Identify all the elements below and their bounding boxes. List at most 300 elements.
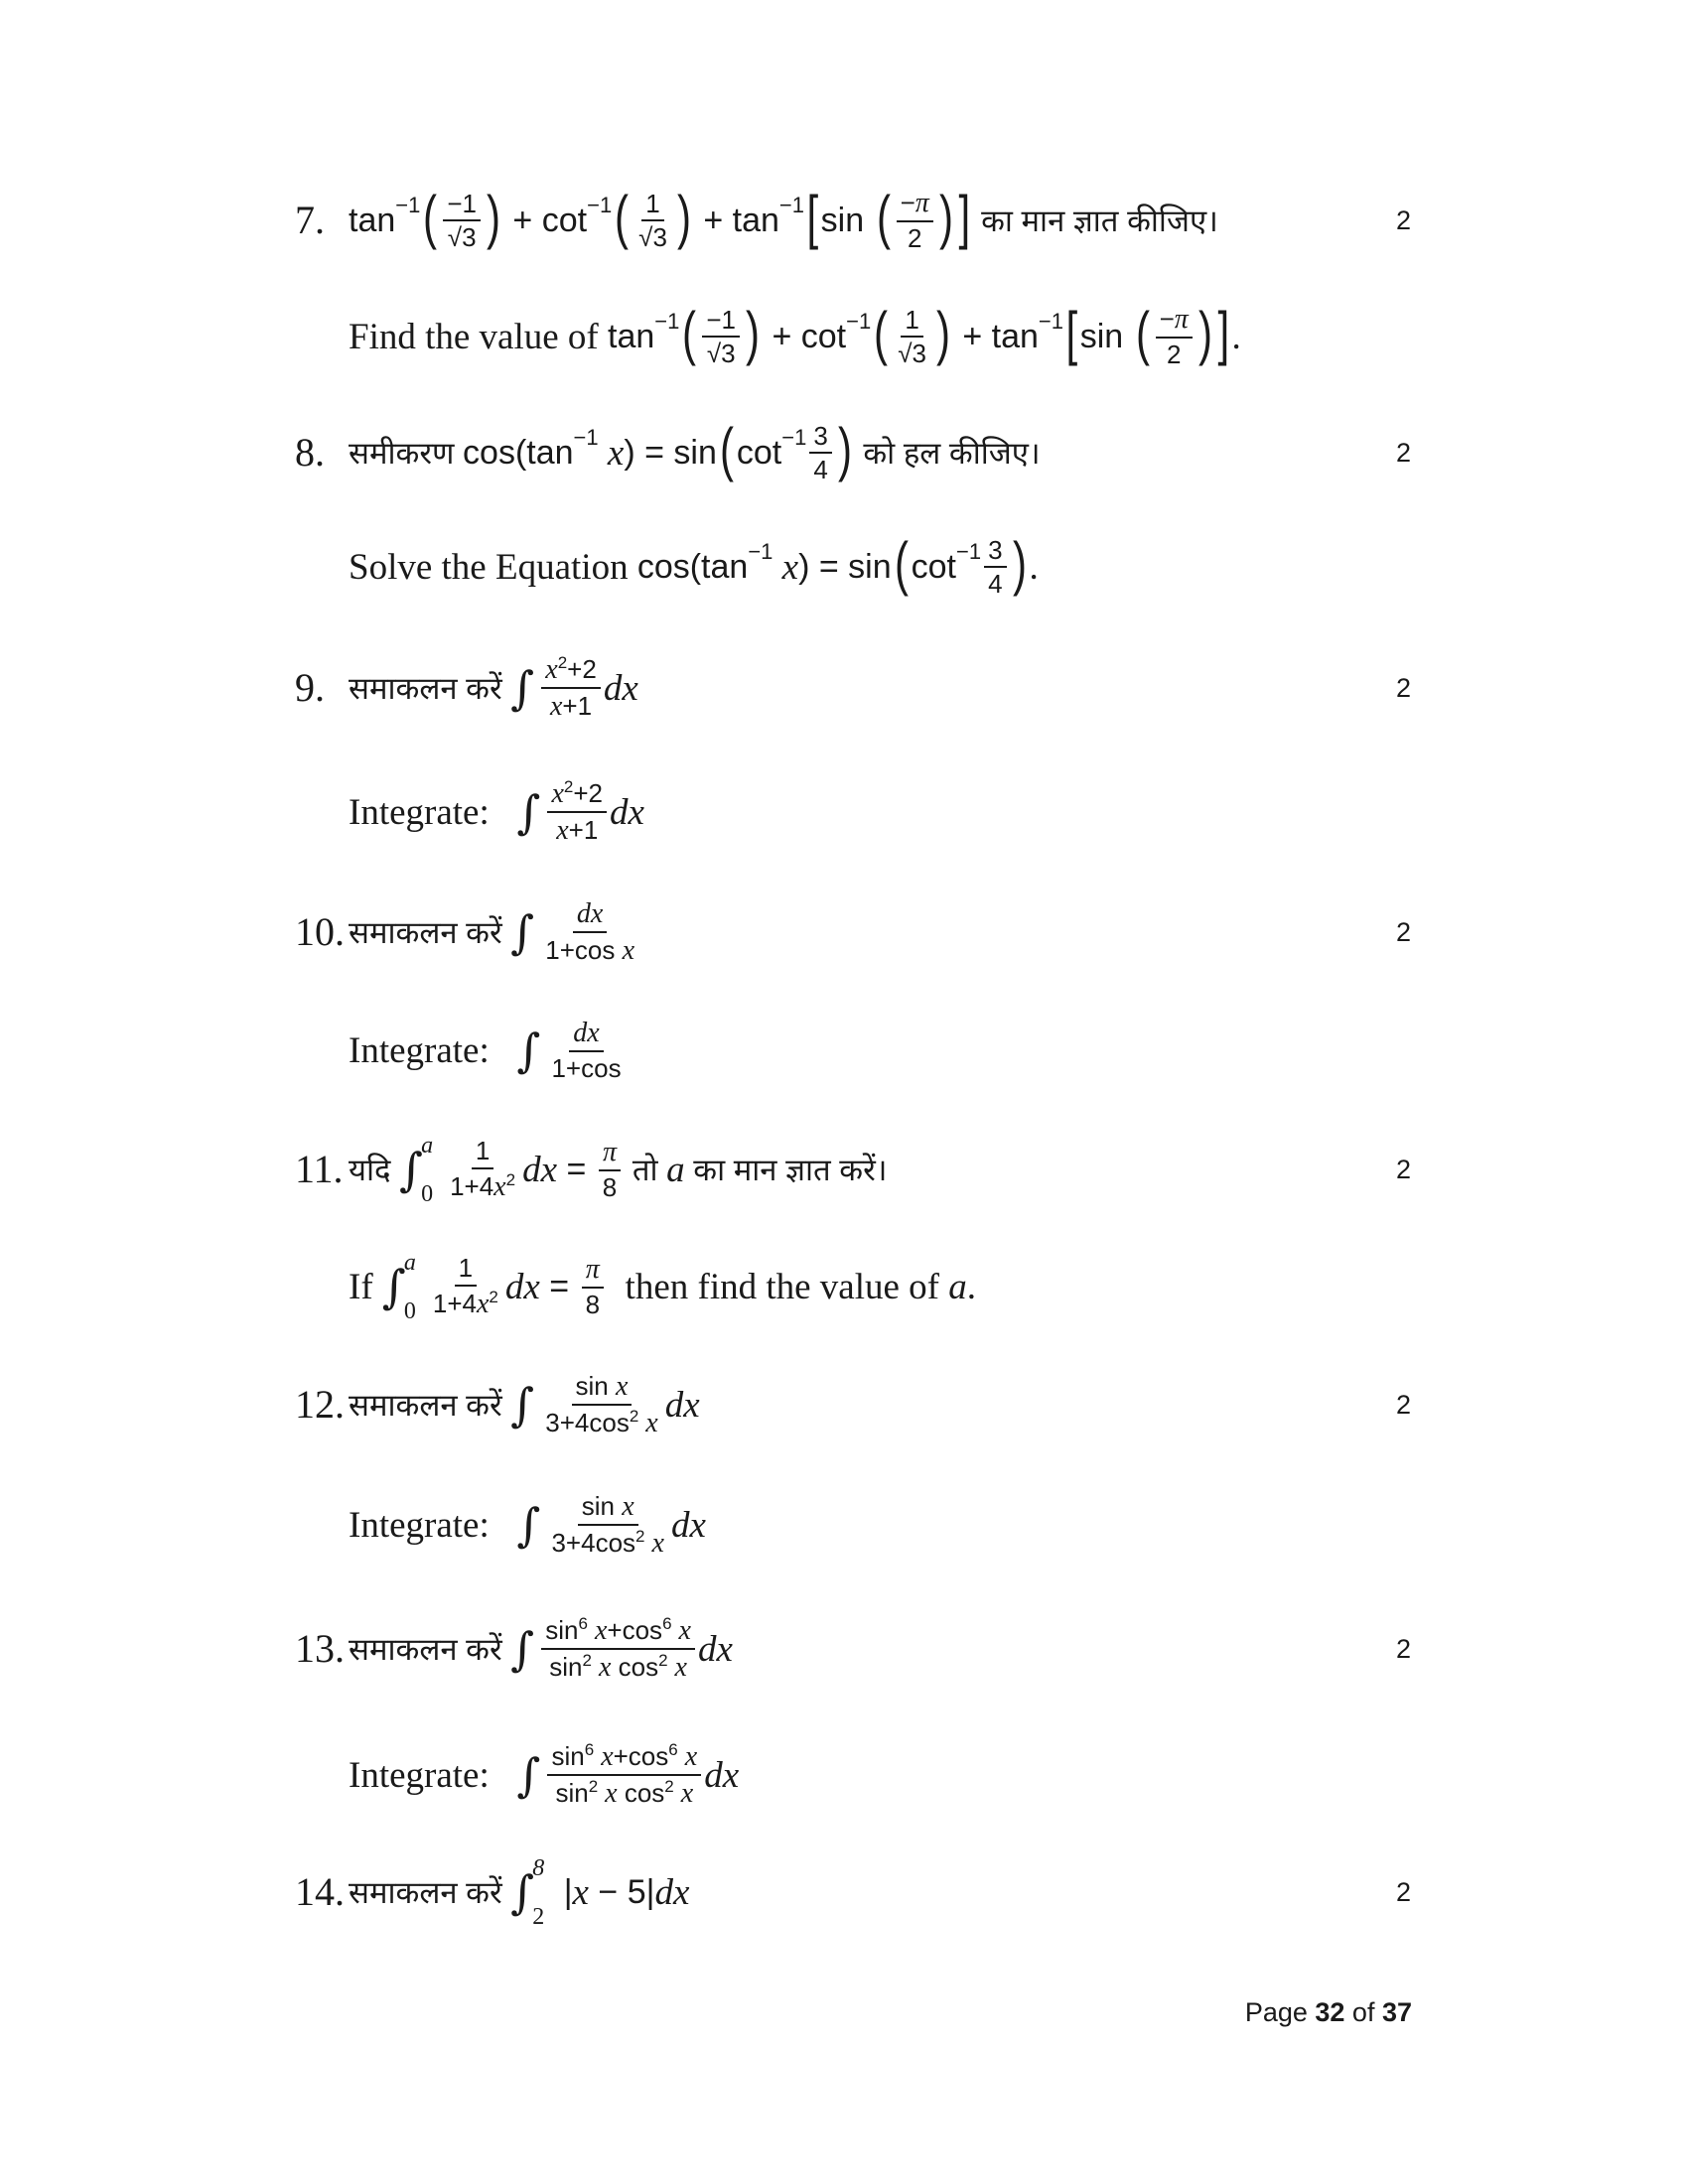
fraction (599, 1135, 621, 1204)
superscript: 2 (563, 777, 574, 796)
math-text: cos (611, 1652, 659, 1682)
question-number: 11. (295, 1147, 344, 1191)
math-text: cot (736, 433, 782, 472)
math-text: sin (545, 1615, 579, 1645)
math-text: 1+cos (551, 1053, 622, 1084)
english-text: Integrate: (349, 791, 517, 833)
delimiter: ) (1012, 530, 1027, 597)
fraction (894, 304, 930, 370)
english-text: If (349, 1266, 382, 1307)
numerator (1156, 302, 1193, 339)
english-text: . (1231, 316, 1241, 357)
denominator (904, 222, 925, 255)
superscript: −1 (573, 425, 599, 450)
denominator (894, 338, 930, 370)
question-number: 12. (295, 1382, 345, 1427)
question-text-english (349, 1730, 739, 1820)
superscript: 6 (662, 1614, 672, 1633)
math-text: 1+cos (545, 935, 623, 965)
integral-sign: ∫ (381, 1260, 406, 1313)
math-text: +2 (567, 654, 597, 684)
denominator (984, 568, 1006, 601)
question-13-english (0, 1730, 1688, 1820)
english-text: Solve the Equation (349, 546, 637, 588)
math-text: 3+4cos (551, 1528, 636, 1558)
delimiter: ( (719, 416, 734, 482)
integral (517, 1498, 541, 1552)
math-text: + cot (763, 317, 847, 355)
question-13 (0, 1604, 1688, 1694)
math-variable: dx (522, 1149, 558, 1190)
math-variable: x (622, 935, 635, 966)
question-12-english (0, 1480, 1688, 1570)
math-text: tan (349, 201, 396, 239)
integral-sign: ∫ (510, 1622, 535, 1676)
fraction (702, 304, 740, 370)
lower-limit: 0 (403, 1298, 416, 1324)
question-marks: 2 (1396, 1634, 1412, 1664)
question-text-hindi (349, 887, 641, 977)
math-text: 4 (988, 569, 1003, 599)
superscript: 2 (582, 1651, 592, 1670)
hindi-text: यदि (349, 1153, 400, 1187)
delimiter: ( (1135, 300, 1150, 366)
numerator (599, 1135, 621, 1171)
math-text: + tan (952, 317, 1039, 355)
delimiter: [ (806, 184, 819, 250)
numerator (901, 304, 922, 339)
fraction (984, 534, 1006, 601)
hindi-text: समीकरण (349, 436, 464, 471)
math-text: 1 (475, 1136, 491, 1166)
question-text-hindi (349, 1847, 689, 1937)
question-marks: 2 (1396, 917, 1412, 947)
math-variable: x (556, 815, 569, 846)
question-text-hindi (349, 1125, 888, 1214)
hindi-text: को हल कीजिए। (854, 436, 1041, 471)
english-text: then find the value of (607, 1266, 949, 1307)
denominator (552, 813, 602, 848)
superscript: −1 (1038, 309, 1064, 334)
fraction (897, 186, 933, 255)
english-text: . (1029, 546, 1039, 588)
fraction (541, 1613, 695, 1685)
denominator (809, 454, 831, 486)
superscript: 2 (489, 1287, 498, 1306)
question-text-english (349, 767, 644, 857)
numerator (569, 1016, 603, 1052)
math-variable: x (549, 691, 563, 722)
integral (517, 785, 541, 839)
hindi-text: समाकलन करें (349, 1875, 511, 1910)
math-text: cos(tan (636, 547, 749, 586)
english-text: Integrate: (349, 1754, 517, 1796)
question-10 (0, 887, 1688, 977)
fraction (547, 1489, 667, 1561)
delimiter: ) (837, 416, 852, 482)
math-variable: dx (670, 1504, 706, 1546)
math-text: 1 (905, 304, 919, 335)
superscript: −1 (748, 539, 774, 564)
integral-sign: ∫ (516, 1024, 541, 1077)
math-variable: x (572, 1871, 589, 1913)
math-text: sin (581, 1491, 623, 1521)
math-variable: x (476, 1288, 490, 1319)
math-text: +2 (573, 778, 604, 808)
fraction (443, 188, 481, 254)
integral-sign: ∫ (510, 1865, 535, 1919)
math-text: √3 (638, 222, 667, 252)
superscript: 2 (664, 1777, 674, 1796)
denominator (429, 1287, 502, 1321)
superscript: −1 (654, 309, 680, 334)
denominator (541, 933, 638, 968)
math-variable: x (644, 1528, 664, 1559)
delimiter: ( (615, 184, 630, 250)
superscript: 2 (635, 1527, 645, 1546)
upper-limit: 8 (532, 1855, 545, 1881)
delimiter: ( (682, 300, 697, 366)
numerator (578, 1489, 638, 1526)
math-text: 1 (645, 188, 660, 218)
integral (399, 1133, 439, 1207)
math-text: 3 (988, 534, 1003, 565)
math-variable: x (598, 1778, 618, 1809)
upper-limit: a (421, 1133, 434, 1159)
denominator (547, 1526, 667, 1561)
denominator (446, 1169, 519, 1204)
math-text: −1 (706, 304, 737, 335)
denominator (551, 1776, 697, 1811)
question-text-english (349, 1480, 706, 1570)
question-marks: 2 (1396, 1390, 1412, 1420)
question-marks: 2 (1396, 1877, 1412, 1907)
numerator (809, 420, 831, 455)
question-10-english (0, 1006, 1688, 1095)
math-text: tan (608, 317, 655, 355)
superscript: 2 (505, 1169, 516, 1189)
denominator (582, 1289, 604, 1321)
math-variable: dx (576, 898, 604, 929)
question-number: 7. (295, 198, 325, 242)
integral-sign: ∫ (516, 1748, 541, 1802)
math-text: sin (1079, 317, 1133, 355)
numerator (984, 534, 1006, 569)
delimiter: ) (935, 300, 950, 366)
fraction (547, 1016, 625, 1085)
hindi-text: समाकलन करें (349, 1388, 511, 1423)
fraction (547, 1739, 701, 1811)
math-variable: π (585, 1254, 600, 1286)
integral-sign: ∫ (516, 785, 541, 839)
math-text: 2 (907, 223, 922, 254)
question-11 (0, 1125, 1688, 1214)
hindi-text: समाकलन करें (349, 671, 511, 706)
math-text: √3 (898, 339, 926, 368)
denominator (545, 1650, 691, 1685)
superscript: 2 (629, 1407, 639, 1426)
superscript: −1 (778, 193, 804, 217)
integral (510, 661, 534, 715)
math-variable: x (587, 1615, 608, 1646)
question-text-hindi (349, 643, 638, 733)
numerator (455, 1252, 477, 1287)
denominator (547, 1052, 625, 1085)
fraction (541, 1369, 661, 1440)
math-variable: dx (697, 1628, 733, 1670)
question-text-hindi (349, 408, 1041, 497)
denominator (546, 689, 596, 724)
question-9 (0, 643, 1688, 733)
question-number: 10. (295, 909, 345, 954)
superscript: −1 (781, 425, 807, 450)
superscript: 2 (658, 1651, 668, 1670)
current-page: 32 (1315, 1997, 1345, 2027)
math-variable: x (671, 1615, 691, 1646)
question-7-english (0, 292, 1688, 381)
math-text: sin (820, 201, 874, 239)
math-variable: x (616, 1371, 629, 1402)
fraction (547, 776, 607, 848)
math-variable: π (602, 1137, 618, 1168)
math-text: √3 (447, 222, 477, 252)
fraction (809, 420, 831, 486)
math-variable: dx (610, 791, 644, 833)
math-text: 2 (1166, 340, 1182, 370)
numerator (472, 1135, 493, 1169)
math-text: − (1159, 304, 1175, 335)
math-text: − (900, 188, 915, 218)
math-text: − 5| (588, 1872, 655, 1911)
superscript: −1 (956, 539, 982, 564)
hindi-text: का मान ज्ञात कीजिए। (972, 204, 1218, 238)
math-text: 8 (585, 1290, 601, 1320)
math-text: cos (617, 1778, 665, 1808)
math-variable: x (622, 1491, 634, 1522)
question-text-english (349, 1242, 976, 1331)
question-text-english (349, 292, 1241, 381)
superscript: −1 (395, 193, 421, 217)
denominator (1163, 339, 1185, 371)
math-text: | (554, 1872, 573, 1911)
math-text: 3+4cos (545, 1408, 630, 1437)
superscript: 2 (588, 1777, 599, 1796)
delimiter: ) (746, 300, 761, 366)
numerator (541, 1613, 695, 1650)
question-marks: 2 (1396, 205, 1412, 235)
integral (510, 1855, 550, 1930)
question-7 (0, 176, 1688, 265)
math-text: sin (555, 1778, 589, 1808)
question-text-english (349, 1006, 629, 1095)
math-variable: x (638, 1408, 658, 1438)
superscript: −1 (846, 309, 872, 334)
fraction (541, 652, 601, 724)
denominator (444, 221, 481, 254)
numerator (547, 1739, 701, 1776)
math-variable: x (667, 1652, 687, 1683)
delimiter: ( (423, 184, 438, 250)
math-text: −1 (447, 188, 477, 218)
superscript: 6 (584, 1740, 595, 1759)
math-variable: a (948, 1266, 967, 1307)
fraction (541, 896, 638, 968)
question-12 (0, 1360, 1688, 1449)
math-variable: x (773, 546, 799, 588)
question-number: 14. (295, 1869, 345, 1914)
question-number: 13. (295, 1626, 345, 1671)
delimiter: ) (676, 184, 691, 250)
math-text: 1+4 (432, 1288, 477, 1318)
integral (510, 1622, 534, 1676)
page-label: Page (1244, 1997, 1316, 2027)
english-text: Integrate: (349, 1029, 517, 1071)
math-variable: x (594, 1741, 614, 1772)
upper-limit: a (403, 1250, 416, 1276)
math-variable: π (1174, 304, 1189, 336)
math-variable: x (545, 654, 558, 685)
question-text-english (349, 522, 1039, 612)
math-variable: a (666, 1149, 685, 1190)
math-text: + cot (502, 201, 588, 239)
of-label: of (1344, 1997, 1382, 2027)
math-text: √3 (706, 339, 736, 368)
math-variable: x (673, 1778, 694, 1809)
fraction (429, 1252, 502, 1321)
question-text-hindi (349, 1604, 733, 1694)
math-text: +cos (613, 1741, 669, 1771)
delimiter: ( (874, 300, 889, 366)
math-text: 8 (602, 1172, 618, 1203)
integral (517, 1024, 541, 1077)
hindi-text: तो (624, 1153, 667, 1187)
denominator (703, 338, 740, 370)
math-text: sin (575, 1371, 616, 1401)
question-11-english (0, 1242, 1688, 1331)
question-marks: 2 (1396, 1155, 1412, 1184)
fraction (582, 1252, 604, 1321)
lower-limit: 2 (532, 1904, 545, 1930)
question-text-hindi (349, 1360, 700, 1449)
hindi-text: समाकलन करें (349, 1632, 511, 1667)
lower-limit: 0 (421, 1181, 434, 1207)
math-variable: x (677, 1741, 698, 1772)
numerator (582, 1252, 604, 1289)
denominator (634, 221, 671, 254)
math-variable: π (914, 188, 929, 219)
page-number (1245, 1997, 1412, 2028)
math-text: + tan (693, 201, 779, 239)
question-number: 8. (295, 430, 325, 475)
math-variable: dx (573, 1018, 600, 1049)
integral (381, 1250, 422, 1324)
integral-sign: ∫ (510, 905, 535, 959)
question-number: 9. (295, 665, 325, 710)
denominator (541, 1406, 661, 1440)
integral (510, 1378, 534, 1432)
question-marks: 2 (1396, 438, 1412, 468)
math-text: +cos (607, 1615, 663, 1645)
numerator (547, 776, 607, 813)
math-variable: dx (704, 1754, 740, 1796)
fraction (634, 188, 671, 254)
numerator (573, 896, 607, 933)
math-variable: x (591, 1652, 612, 1683)
question-8-english (0, 522, 1688, 612)
delimiter: ) (938, 184, 953, 250)
question-14 (0, 1847, 1688, 1937)
integral-sign: ∫ (399, 1143, 424, 1196)
integral-sign: ∫ (516, 1498, 541, 1552)
numerator (641, 188, 663, 222)
math-text: 3 (813, 420, 828, 451)
superscript: 2 (557, 653, 568, 672)
superscript: 6 (668, 1740, 678, 1759)
math-text: +1 (568, 815, 599, 845)
math-text: 1+4 (450, 1170, 494, 1201)
integral-sign: ∫ (510, 1378, 535, 1432)
math-text: 4 (813, 455, 828, 484)
math-text: sin (551, 1741, 585, 1771)
math-variable: x (493, 1170, 506, 1202)
delimiter: ) (486, 184, 500, 250)
numerator (572, 1369, 633, 1406)
math-text: cos(tan (463, 433, 574, 472)
denominator (599, 1171, 621, 1204)
superscript: −1 (587, 193, 613, 217)
math-text: ) = sin (798, 547, 892, 586)
delimiter: ) (1197, 300, 1212, 366)
question-text-hindi (349, 176, 1218, 265)
math-text: = (539, 1267, 579, 1305)
english-text: Integrate: (349, 1504, 517, 1546)
math-text: +1 (562, 691, 593, 721)
numerator (702, 304, 740, 339)
math-text: 1 (458, 1253, 474, 1284)
superscript: 6 (578, 1614, 588, 1633)
math-variable: dx (603, 667, 638, 709)
delimiter: ( (894, 530, 909, 597)
fraction (446, 1135, 519, 1204)
question-marks: 2 (1396, 673, 1412, 703)
numerator (541, 652, 601, 689)
integral-sign: ∫ (510, 661, 535, 715)
math-text: sin (549, 1652, 583, 1682)
delimiter: ] (1217, 300, 1229, 366)
fraction (1156, 302, 1193, 371)
integral (517, 1748, 541, 1802)
math-text: cot (911, 547, 956, 586)
english-text: . (966, 1266, 976, 1307)
math-text: ) = sin (624, 433, 717, 472)
hindi-text: समाकलन करें (349, 915, 511, 950)
math-text: = (557, 1150, 596, 1188)
hindi-text: का मान ज्ञात करें। (684, 1153, 888, 1187)
numerator (443, 188, 481, 222)
math-variable: dx (504, 1266, 540, 1307)
numerator (897, 186, 933, 222)
delimiter: ] (958, 184, 970, 250)
integral (510, 905, 534, 959)
math-variable: x (598, 432, 625, 474)
delimiter: ( (876, 184, 891, 250)
question-9-english (0, 767, 1688, 857)
delimiter: [ (1065, 300, 1078, 366)
math-variable: dx (654, 1871, 690, 1913)
total-pages: 37 (1381, 1997, 1412, 2027)
math-variable: dx (664, 1384, 700, 1426)
math-variable: x (551, 778, 564, 809)
